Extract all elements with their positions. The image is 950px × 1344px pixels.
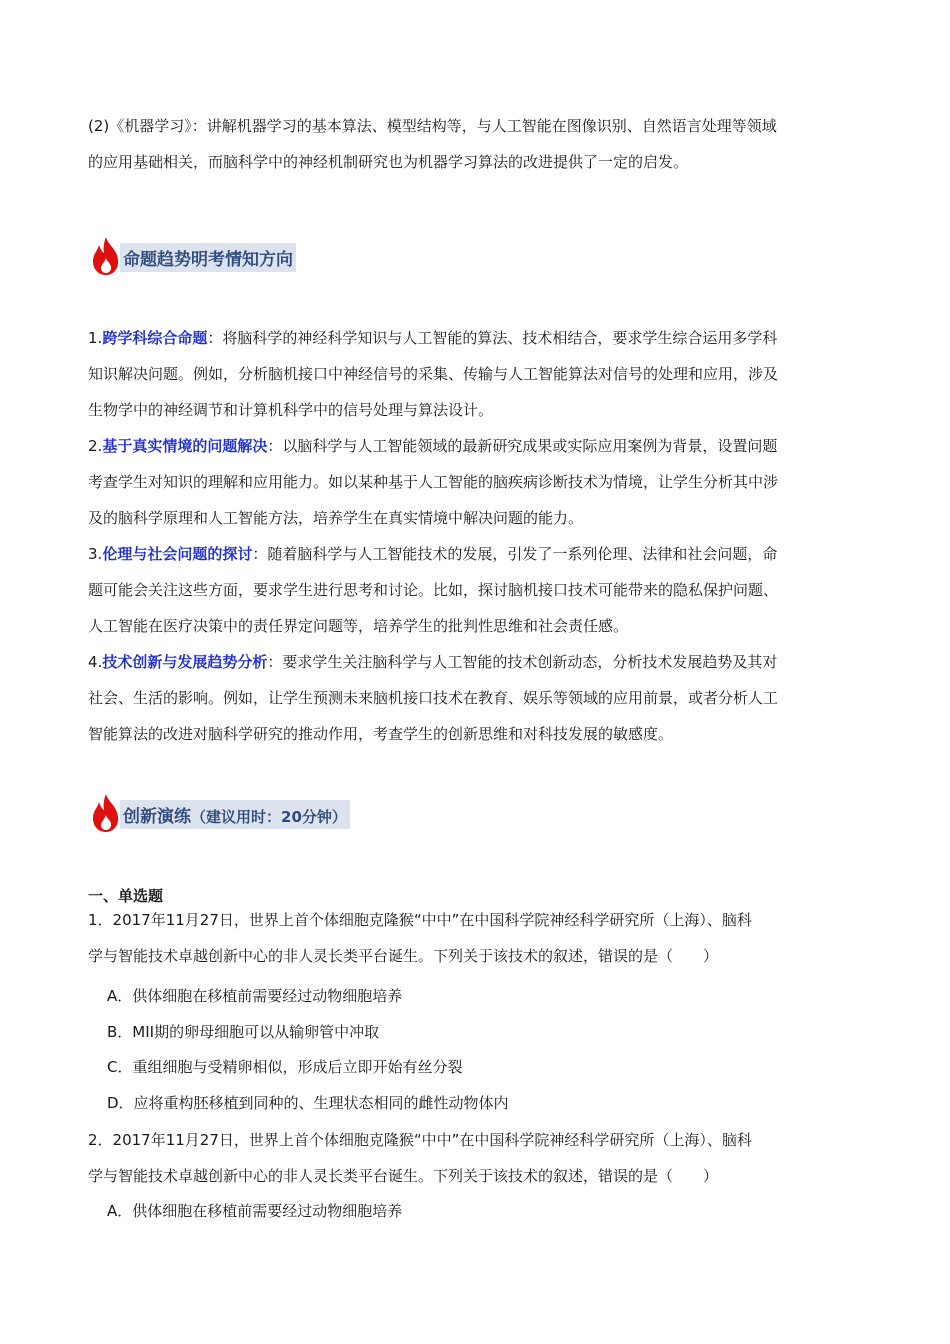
- trend-text: 题可能会关注这些方面，要求学生进行思考和讨论。比如，探讨脑机接口技术可能带来的隐私保护问题、: [88, 581, 779, 599]
- trend-number: 3.: [88, 545, 103, 563]
- answer-option[interactable]: C．重组细胞与受精卵相似，形成后立即开始有丝分裂: [107, 1058, 463, 1076]
- trend-item: [88, 428, 864, 536]
- trend-keyword: 基于真实情境的问题解决: [102, 437, 268, 455]
- section-title: [120, 800, 350, 829]
- flame-icon: [90, 793, 122, 833]
- trend-number: 4.: [88, 653, 103, 671]
- trend-text: ：要求学生关注脑科学与人工智能的技术创新动态，分析技术发展趋势及其对: [267, 653, 778, 671]
- answer-option[interactable]: A．供体细胞在移植前需要经过动物细胞培养: [107, 987, 403, 1005]
- trend-item: [88, 644, 864, 752]
- question-line: 1．2017年11月27日，世界上首个体细胞克隆猴“中中”在中国科学院神经科学研究所（上海）、脑科: [88, 911, 752, 929]
- trend-text: ：以脑科学与人工智能领域的最新研究成果或实际应用案例为背景，设置问题: [267, 437, 778, 455]
- section-title-main: 创新演练: [123, 807, 191, 827]
- question-line: 学与智能技术卓越创新中心的非人灵长类平台诞生。下列关于该技术的叙述，错误的是（ ）: [88, 1167, 719, 1185]
- question-stem: [88, 1122, 864, 1194]
- question-line: 2．2017年11月27日，世界上首个体细胞克隆猴“中中”在中国科学院神经科学研究所（上海）、脑科: [88, 1131, 752, 1149]
- trend-item: [88, 320, 864, 428]
- trend-text: ：随着脑科学与人工智能技术的发展，引发了一系列伦理、法律和社会问题，命: [252, 545, 778, 563]
- answer-option[interactable]: A．供体细胞在移植前需要经过动物细胞培养: [107, 1202, 403, 1220]
- flame-icon: [90, 236, 122, 276]
- trend-text: 社会、生活的影响。例如，让学生预测未来脑机接口技术在教育、娱乐等领域的应用前景，或者分析人工: [88, 689, 779, 707]
- trend-text: 及的脑科学原理和人工智能方法，培养学生在真实情境中解决问题的能力。: [88, 509, 584, 527]
- trend-number: 2.: [88, 437, 103, 455]
- question-line: 学与智能技术卓越创新中心的非人灵长类平台诞生。下列关于该技术的叙述，错误的是（ ）: [88, 947, 719, 965]
- trend-item: [88, 536, 864, 644]
- trend-keyword: 跨学科综合命题: [102, 329, 208, 347]
- intro-paragraph: [88, 108, 864, 180]
- intro-line: 的应用基础相关，而脑科学中的神经机制研究也为机器学习算法的改进提供了一定的启发。: [88, 153, 689, 171]
- trend-number: 1.: [88, 329, 103, 347]
- section-title: 命题趋势明考情知方向: [120, 243, 296, 272]
- questions-heading: 一、单选题: [88, 887, 164, 905]
- section-heading-trends: [90, 236, 296, 276]
- trend-text: 智能算法的改进对脑科学研究的推动作用，考查学生的创新思维和对科技发展的敏感度。: [88, 725, 674, 743]
- section-subtitle: （建议用时：20分钟）: [191, 808, 347, 826]
- trend-keyword: 技术创新与发展趋势分析: [102, 653, 268, 671]
- trend-text: ：将脑科学的神经科学知识与人工智能的算法、技术相结合，要求学生综合运用多学科: [207, 329, 778, 347]
- trend-text: 人工智能在医疗决策中的责任界定问题等，培养学生的批判性思维和社会责任感。: [88, 617, 629, 635]
- question-stem: [88, 902, 864, 974]
- answer-option[interactable]: D．应将重构胚移植到同种的、生理状态相同的雌性动物体内: [107, 1094, 509, 1112]
- trend-keyword: 伦理与社会问题的探讨: [102, 545, 253, 563]
- trend-text: 知识解决问题。例如，分析脑机接口中神经信号的采集、传输与人工智能算法对信号的处理和应用，涉及: [88, 365, 779, 383]
- trends-list: [88, 320, 864, 752]
- section-heading-practice: [90, 793, 350, 833]
- trend-text: 考查学生对知识的理解和应用能力。如以某种基于人工智能的脑疾病诊断技术为情境，让学生分析其中涉: [88, 473, 779, 491]
- answer-option[interactable]: B．MII期的卵母细胞可以从输卵管中冲取: [107, 1023, 380, 1041]
- intro-line: (2)《机器学习》：讲解机器学习的基本算法、模型结构等，与人工智能在图像识别、自然语言处理等领域: [88, 117, 777, 135]
- trend-text: 生物学中的神经调节和计算机科学中的信号处理与算法设计。: [88, 401, 494, 419]
